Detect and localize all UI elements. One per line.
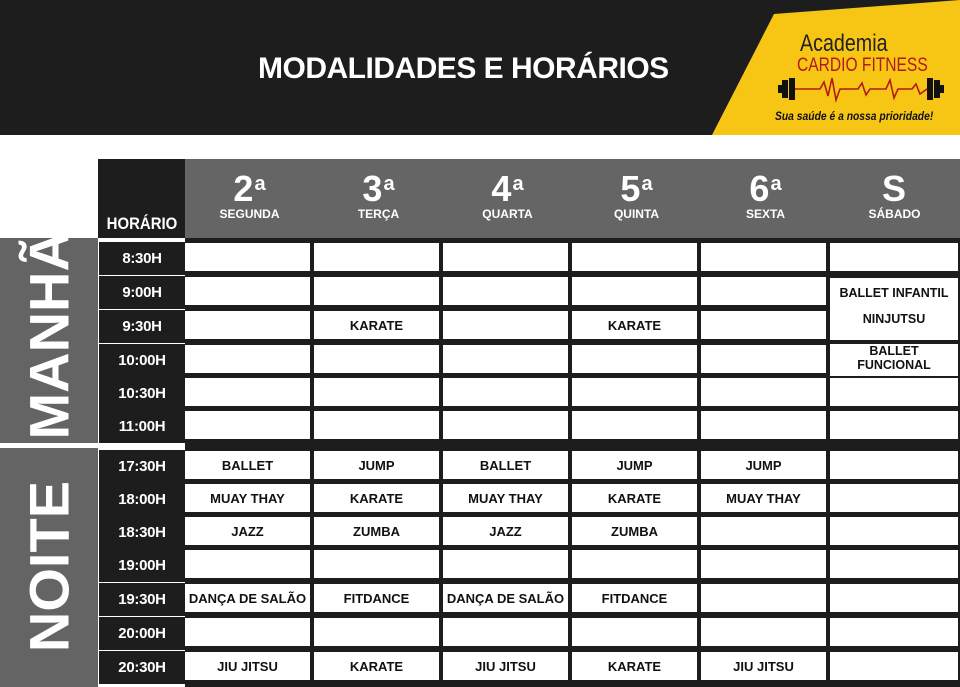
schedule-cell: [572, 378, 697, 406]
schedule-cell: [185, 277, 310, 305]
time-slot-label: 18:00H: [99, 483, 185, 516]
schedule-cell: [314, 550, 439, 578]
time-slot-label: 17:30H: [99, 450, 185, 483]
schedule-cell: [443, 277, 568, 305]
schedule-cell: [314, 411, 439, 439]
schedule-cell: [701, 277, 826, 305]
schedule-cell: [443, 378, 568, 406]
schedule-cell: [701, 584, 826, 612]
time-slot-label: 18:30H: [99, 516, 185, 549]
schedule-cell: [830, 652, 958, 680]
time-slot-label: 10:00H: [99, 344, 185, 377]
schedule-cell: JUMP: [701, 451, 826, 479]
schedule-cell: MUAY THAY: [443, 484, 568, 512]
schedule-cell: [701, 411, 826, 439]
schedule-cell: [572, 277, 697, 305]
schedule-cell: JUMP: [314, 451, 439, 479]
schedule-cell: [185, 345, 310, 373]
schedule-cell: [572, 618, 697, 646]
saturday-ballet-funcional: BALLET FUNCIONAL: [830, 344, 958, 376]
schedule-cell: [572, 243, 697, 271]
time-slot-label: 8:30H: [99, 242, 185, 275]
time-slot-label: 9:30H: [99, 310, 185, 343]
schedule-cell: [314, 618, 439, 646]
schedule-cell: [443, 411, 568, 439]
schedule-cell: JAZZ: [443, 517, 568, 545]
schedule-cell: [830, 584, 958, 612]
schedule-cell: [830, 550, 958, 578]
schedule-cell: [830, 618, 958, 646]
schedule-cell: [572, 411, 697, 439]
schedule-cell: [572, 550, 697, 578]
time-slot-label: 10:30H: [99, 377, 185, 410]
schedule-cell: MUAY THAY: [701, 484, 826, 512]
schedule-cell: JIU JITSU: [185, 652, 310, 680]
schedule-cell: FITDANCE: [572, 584, 697, 612]
schedule-cell: BALLET: [443, 451, 568, 479]
schedule-cell: [701, 517, 826, 545]
schedule-cell: [701, 618, 826, 646]
schedule-cell: [830, 378, 958, 406]
schedule-cell: [443, 311, 568, 339]
schedule-cell: BALLET: [185, 451, 310, 479]
schedule-cell: [701, 345, 826, 373]
schedule-cell: [701, 243, 826, 271]
schedule-cell: [314, 378, 439, 406]
schedule-cell: [830, 411, 958, 439]
logo-slogan: Sua saúde é a nossa prioridade!: [775, 109, 934, 123]
schedule-cell: [572, 345, 697, 373]
schedule-cell: KARATE: [314, 484, 439, 512]
schedule-cell: FITDANCE: [314, 584, 439, 612]
day-header-wednesday: 4$^a$ QUARTA: [482, 168, 533, 221]
morning-period-label: MANHÃ: [17, 231, 81, 440]
schedule-cell: [185, 378, 310, 406]
page-title: MODALIDADES E HORÁRIOS: [258, 52, 669, 85]
schedule-cell: [443, 618, 568, 646]
schedule-cell: [443, 243, 568, 271]
schedule-cell: ZUMBA: [314, 517, 439, 545]
day-header-thursday: 5$^a$ QUINTA: [613, 168, 660, 221]
schedule-cell: KARATE: [314, 652, 439, 680]
day-header-saturday: S SÁBADO: [868, 168, 921, 221]
schedule-cell: [185, 243, 310, 271]
schedule-cell: [830, 484, 958, 512]
schedule-cell: JUMP: [572, 451, 697, 479]
schedule-cell: [185, 311, 310, 339]
time-slot-label: 19:30H: [99, 583, 185, 616]
day-header-friday: 6$^a$ SEXTA: [745, 168, 786, 221]
day-header-tuesday: 3$^a$ TERÇA: [357, 168, 400, 221]
time-slot-label: 20:00H: [99, 617, 185, 650]
schedule-cell: [185, 411, 310, 439]
schedule-cell: MUAY THAY: [185, 484, 310, 512]
schedule-cell: [185, 618, 310, 646]
time-slot-label: 20:30H: [99, 651, 185, 684]
dumbbell-heartbeat-icon: [778, 74, 944, 104]
schedule-cell: [314, 277, 439, 305]
schedule-cell: [701, 550, 826, 578]
day-header-monday: 2$^a$ SEGUNDA: [219, 168, 280, 221]
time-slot-label: 11:00H: [99, 410, 185, 443]
schedule-cell: [185, 550, 310, 578]
saturday-ballet-infantil: BALLET INFANTIL: [839, 286, 949, 300]
schedule-cell: KARATE: [572, 652, 697, 680]
time-slot-label: 19:00H: [99, 549, 185, 582]
schedule-cell: ZUMBA: [572, 517, 697, 545]
schedule-cell: [443, 550, 568, 578]
schedule-cell: JAZZ: [185, 517, 310, 545]
schedule-cell: [830, 517, 958, 545]
schedule-cell: [701, 311, 826, 339]
schedule-cell: [830, 451, 958, 479]
schedule-cell: JIU JITSU: [701, 652, 826, 680]
logo-brand-text: CARDIO FITNESS: [797, 55, 928, 76]
night-period-label: NOITE: [17, 480, 81, 653]
schedule-cell: DANÇA DE SALÃO: [185, 584, 310, 612]
schedule-cell: [314, 345, 439, 373]
schedule-cell: KARATE: [314, 311, 439, 339]
schedule-cell: JIU JITSU: [443, 652, 568, 680]
time-header-label: HORÁRIO: [106, 214, 178, 233]
schedule-cell: [314, 243, 439, 271]
schedule-cell: [701, 378, 826, 406]
schedule-cell: KARATE: [572, 484, 697, 512]
schedule-cell: [830, 243, 958, 271]
time-slot-label: 9:00H: [99, 276, 185, 309]
schedule-cell: KARATE: [572, 311, 697, 339]
schedule-cell: [443, 345, 568, 373]
schedule-cell: DANÇA DE SALÃO: [443, 584, 568, 612]
logo-academia-text: Academia: [800, 30, 888, 57]
saturday-ninjutsu: NINJUTSU: [862, 312, 926, 326]
